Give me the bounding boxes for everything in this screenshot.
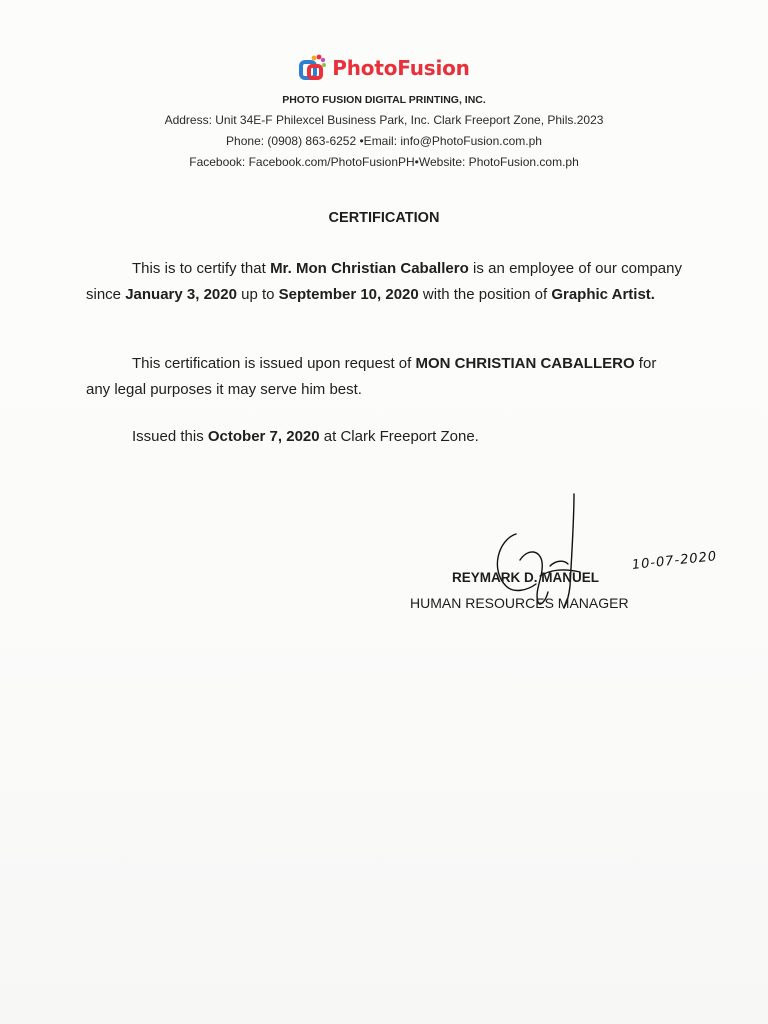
- p1-text-1: This is to certify that: [132, 260, 271, 277]
- letterhead: [0, 50, 768, 169]
- signatory-name: REYMARK D. MANUEL: [452, 570, 599, 585]
- logo-wordmark: PhotoFusion: [332, 56, 470, 80]
- purpose-paragraph: [86, 351, 682, 403]
- signature-handwritten-date: 10-07-2020: [631, 549, 718, 573]
- company-facebook-website: Facebook: Facebook.com/PhotoFusionPH•Website: PhotoFusion.com.ph: [189, 155, 579, 169]
- p2-text-2: for any legal purposes it may serve him best.: [86, 355, 657, 398]
- p2-text-1: This certification is issued upon request of: [132, 355, 416, 372]
- company-logo: [298, 50, 469, 86]
- employee-name: Mr. Mon Christian Caballero: [270, 260, 469, 277]
- company-address: Address: Unit 34E-F Philexcel Business Park, Inc. Clark Freeport Zone, Phils.2023: [164, 113, 604, 127]
- company-name: PHOTO FUSION DIGITAL PRINTING, INC.: [282, 94, 486, 106]
- start-date: January 3, 2020: [125, 286, 237, 303]
- certification-paragraph: [86, 256, 682, 308]
- p3-text-2: at Clark Freeport Zone.: [319, 428, 479, 445]
- issued-paragraph: [86, 424, 682, 450]
- p3-text-1: Issued this: [132, 428, 208, 445]
- signatory-position: HUMAN RESOURCES MANAGER: [410, 595, 629, 611]
- issue-date: October 7, 2020: [207, 428, 320, 445]
- end-date: September 10, 2020: [278, 286, 419, 303]
- company-phone-email: Phone: (0908) 863-6252 •Email: info@PhotoFusion.com.ph: [226, 134, 542, 148]
- position-title: Graphic Artist.: [551, 286, 655, 303]
- p1-text-4: with the position of: [418, 286, 552, 303]
- photofusion-logo-icon: [298, 53, 328, 83]
- requester-name: MON CHRISTIAN CABALLERO: [415, 355, 635, 372]
- p1-text-3: up to: [236, 286, 279, 303]
- document-title: CERTIFICATION: [328, 210, 440, 226]
- p1-text-2: is an employee of our company since: [86, 260, 682, 303]
